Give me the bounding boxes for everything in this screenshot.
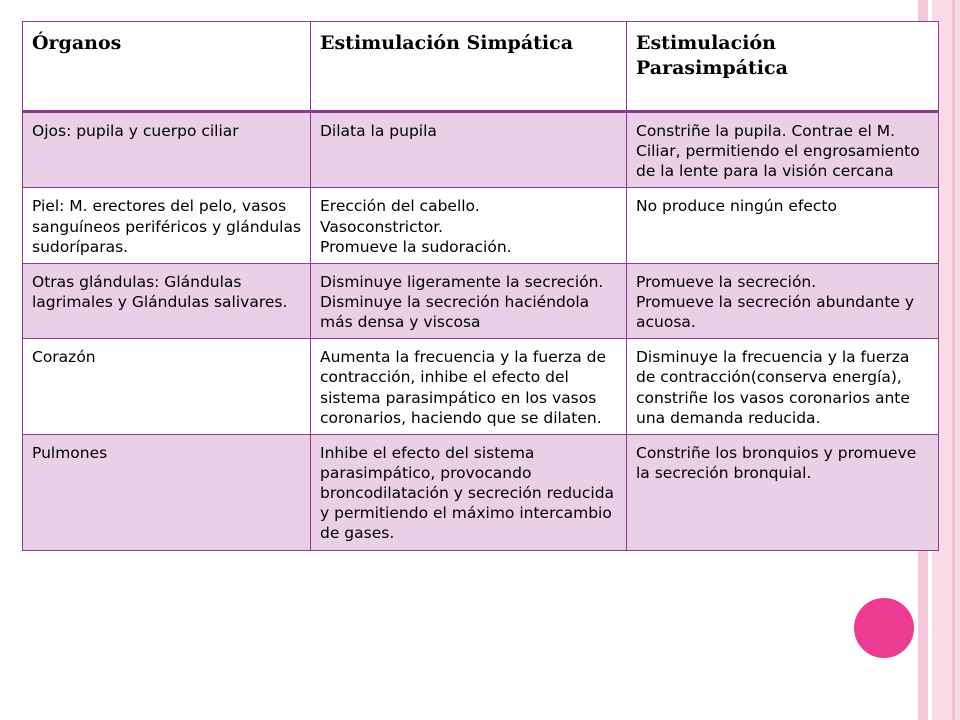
parasympathetic-cell: Constriñe la pupila. Contrae el M. Ciliar, permitiendo el engrosamiento de la lente para la visión cercana	[627, 112, 939, 188]
organ-cell: Pulmones	[23, 434, 311, 550]
table-row	[23, 188, 939, 263]
organ-cell: Otras glándulas: Glándulas lagrimales y Glándulas salivares.	[23, 263, 311, 338]
table-header-row	[23, 22, 939, 112]
organ-cell: Piel: M. erectores del pelo, vasos sanguíneos periféricos y glándulas sudoríparas.	[23, 188, 311, 263]
organ-cell: Ojos: pupila y cuerpo ciliar	[23, 112, 311, 188]
header-estimulacion-simpatica: Estimulación Simpática	[311, 22, 627, 112]
parasympathetic-cell: Promueve la secreción. Promueve la secreción abundante y acuosa.	[627, 263, 939, 338]
decorative-dot	[854, 598, 914, 658]
table-row	[23, 263, 939, 338]
parasympathetic-cell: No produce ningún efecto	[627, 188, 939, 263]
sympathetic-cell: Aumenta la frecuencia y la fuerza de contracción, inhibe el efecto del sistema parasimpático en los vasos coronarios, haciendo que se dilaten.	[311, 339, 627, 435]
sympathetic-cell: Disminuye ligeramente la secreción. Disminuye la secreción haciéndola más densa y viscosa	[311, 263, 627, 338]
table-row	[23, 112, 939, 188]
organ-cell: Corazón	[23, 339, 311, 435]
header-estimulacion-parasimpatica: Estimulación Parasimpática	[627, 22, 939, 112]
table-row	[23, 339, 939, 435]
table-row	[23, 434, 939, 550]
parasympathetic-cell: Disminuye la frecuencia y la fuerza de contracción(conserva energía), constriñe los vasos coronarios ante una demanda reducida.	[627, 339, 939, 435]
comparison-table	[22, 21, 939, 551]
sympathetic-cell: Erección del cabello. Vasoconstrictor. Promueve la sudoración.	[311, 188, 627, 263]
header-organos: Órganos	[23, 22, 311, 112]
sympathetic-cell: Inhibe el efecto del sistema parasimpático, provocando broncodilatación y secreción reducida y permitiendo el máximo intercambio de gases.	[311, 434, 627, 550]
decorative-stripe	[952, 0, 955, 720]
parasympathetic-cell: Constriñe los bronquios y promueve la secreción bronquial.	[627, 434, 939, 550]
sympathetic-cell: Dilata la pupila	[311, 112, 627, 188]
